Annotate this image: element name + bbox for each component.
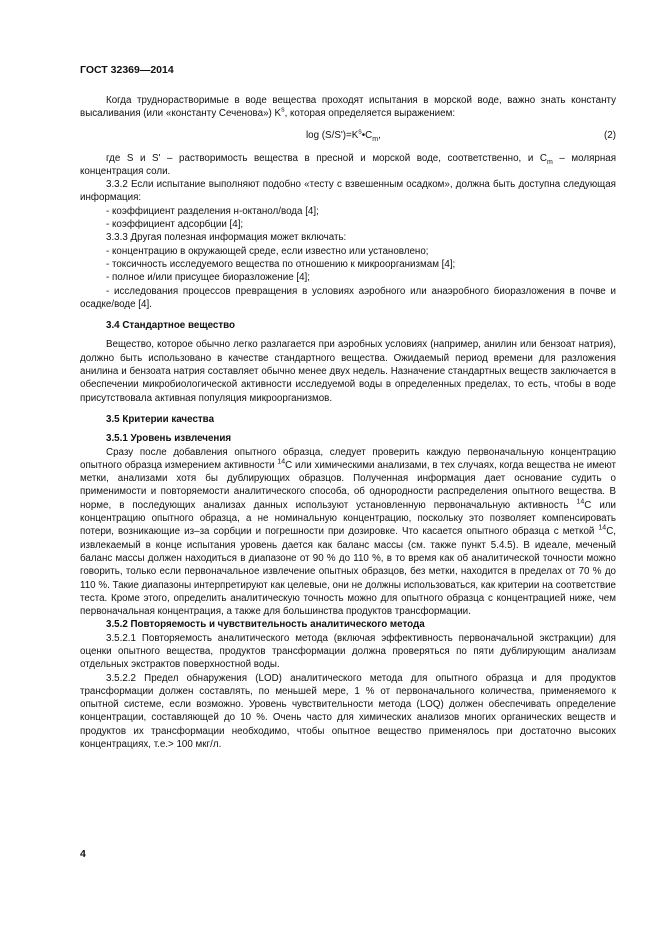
paragraph-where: где S и S' – растворимость вещества в пресной и морской воде, соответственно, и $C_m$ – молярная концентрация соли. — [80, 152, 617, 177]
list-item: - коэффициент разделения н-октанол/вода [4]; — [106, 205, 319, 217]
paragraph-3-5-1: Сразу после добавления опытного образца, следует проверить каждую первоначальную концентрацию опытного образца измерением активности $^{14}$C или химическими анализами, в тех случаях, когда вещества не имеют метки, анализами хотя бы дублирующих образцов. Полученная информация дает основание судить о применимости и повторяемости аналитического способа, об однородности распределения опытного вещества. В норме, в последующих анализах данных используют установленную первоначальную активность $^{14}$C или концентрацию опытного образца, а не номинальную концентрацию, поскольку это позволяет компенсировать потери, возникающие из–за сорбции и погрешности при дозировке. Что касается опытного образца с меткой $^{14}$C, извлекаемый в конце испытания уровень дается как баланс массы (см. также пункт 5.4.5). В идеале, меченый баланс массы должен находиться в диапазоне от 90 % до 110 %, в то время как об аналитической точности можно говорить, только если первоначальное извлечение опытных образцов, без метки, находится в пределах от 70 % до 110 %. Такие диапазоны интерпретируют как целевые, они не должны использоваться, как критерии на соответствие теста. Кроме этого, определить аналитическую точность можно для опытного образца с концентрацией ниже, чем первоначальная концентрация, а также для большинства продуктов трансформации. — [80, 446, 616, 618]
list-item: - коэффициент адсорбции [4]; — [106, 219, 244, 231]
paragraph-3-4: Вещество, которое обычно легко разлагается при аэробных условиях (например, анилин или бензоат натрия), должно быть использовано в качестве стандартного вещества. Ожидаемый период времени для разложения анилина и бензоата натрия составляет обычно менее двух недель. Назначение стандартных веществ заключается в обеспечении микробиологической активности исследуемой воды в определенных пределах, то есть, чтобы в воде присутствовала активная популяция микроорганизмов. — [80, 339, 616, 404]
document-body — [80, 94, 616, 751]
section-heading-3-5: 3.5 Критерии качества — [106, 413, 215, 425]
paragraph-3-5-2-2: 3.5.2.2 Предел обнаружения (LOD) аналитического метода для опытного образца и для продуктов трансформации должен составлять, по меньшей мере, 1 % от первоначального количества, применяемого к опытной системе, если возможно. Уровень чувствительности метода (LOQ) должен обеспечивать определение концентрации, составляющей до 10 %. Очень часто для химических анализов многих органических веществ и продуктов их трансформации необходимо, чтобы опытное вещество применялось при достаточно высоких концентрациях, т.е.> 100 мкг/л. — [80, 672, 616, 751]
list-item: - полное и/или присущее биоразложение [4]; — [106, 272, 310, 284]
list-item: - концентрацию в окружающей среде, если известно или установлено; — [106, 245, 429, 257]
subsection-heading-3-5-1: 3.5.1 Уровень извлечения — [106, 433, 232, 445]
formula-number: (2) — [604, 129, 616, 141]
paragraph-3-3-2: 3.3.2 Если испытание выполняют подобно «тесту с взвешенным осадком», должна быть доступна следующая информация: — [80, 179, 616, 204]
page-number: 4 — [80, 848, 86, 860]
formula-expression: $\log (S/S')=K^s•C_m$, — [306, 128, 381, 143]
document-header: ГОСТ 32369—2014 — [80, 64, 174, 76]
paragraph-3-5-2-1: 3.5.2.1 Повторяемость аналитического метода (включая эффективность первоначальной экстракции) для оценки опытного вещества, продуктов трансформации должна проверяться по пяти дублирующим анализам отдельных экстрактов поверхностной воды. — [80, 632, 616, 671]
paragraph-3-3-3: 3.3.3 Другая полезная информация может включать: — [106, 232, 347, 244]
paragraph-intro: Когда труднорастворимые в воде вещества проходят испытания в морской воде, важно знать константу высаливания (или «константу Сеченова») $K^s$, которая определяется выражением: — [80, 95, 616, 120]
list-item: - исследования процессов превращения в условиях аэробного или анаэробного биоразложения в почве и осадке/воде [4]. — [80, 285, 616, 310]
section-heading-3-4: 3.4 Стандартное вещество — [106, 320, 236, 332]
list-item: - токсичность исследуемого вещества по отношению к микроорганизмам [4]; — [106, 258, 456, 270]
formula-2 — [80, 128, 616, 143]
subsection-heading-3-5-2: 3.5.2 Повторяемость и чувствительность аналитического метода — [106, 619, 425, 631]
